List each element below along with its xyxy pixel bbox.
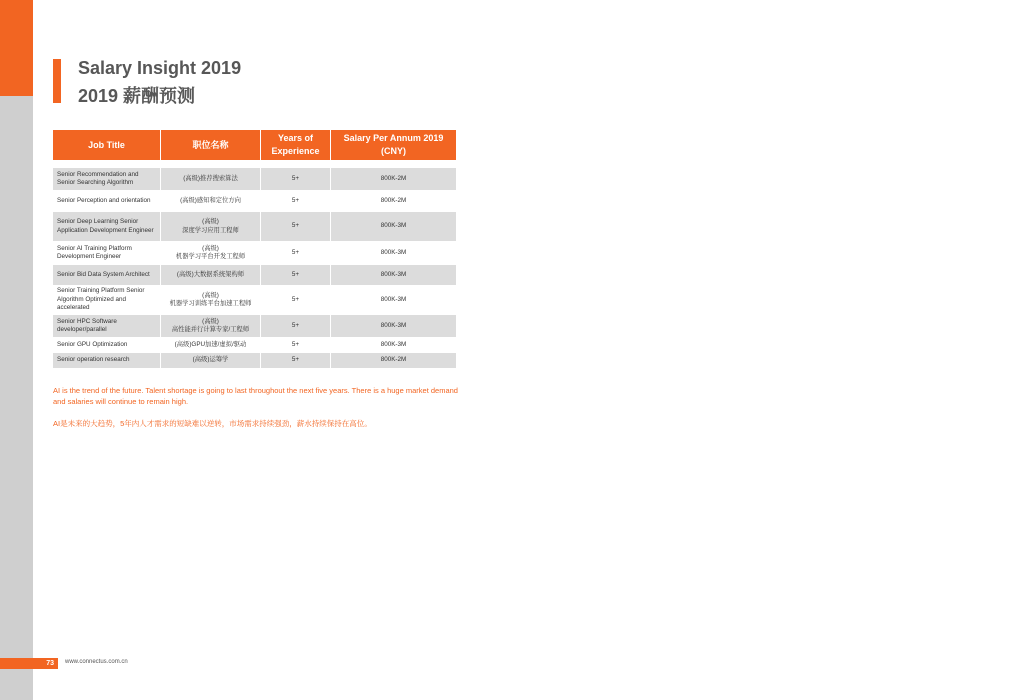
years-cell: 5+ xyxy=(260,265,330,285)
job-title-cell: Senior AI Training Platform Development Engineer xyxy=(57,244,132,260)
job-title-cn-cell: (高级) 机器学习平台开发工程师 xyxy=(160,242,260,264)
salary-cell: 800K-2M xyxy=(330,168,456,190)
salary-cell: 800K-3M xyxy=(330,315,456,337)
page-title-en: Salary Insight 2019 xyxy=(78,58,242,78)
table-row xyxy=(53,337,456,352)
job-title-cell: Senior HPC Software developer/parallel xyxy=(53,315,160,337)
job-title-cell: Senior operation research xyxy=(53,353,160,368)
job-title-cell: Senior Perception and orientation xyxy=(57,196,151,204)
job-title-cn-cell: (高级) 机器学习训练平台加速工程师 xyxy=(160,286,260,314)
table-header xyxy=(53,130,456,160)
table-row xyxy=(53,264,456,285)
table-row xyxy=(53,285,456,314)
years-cell: 5+ xyxy=(260,353,330,368)
table-row xyxy=(53,314,456,337)
job-title-cn-cell: (高级) 高性能并行计算专家/工程师 xyxy=(160,315,260,337)
salary-table xyxy=(53,130,456,368)
years-cell: 5+ xyxy=(260,242,330,264)
job-title-cn-cell: (高级)推荐搜索算法 xyxy=(160,168,260,190)
years-cell: 5+ xyxy=(260,212,330,241)
salary-cell: 800K-2M xyxy=(330,353,456,368)
header-salary: Salary Per Annum 2019 (CNY) xyxy=(330,130,456,160)
job-title-cn-cell: (高级)大数据系统架构师 xyxy=(160,265,260,285)
job-title-cn-cell: (高级) 深度学习应用工程师 xyxy=(160,212,260,241)
job-title-cell: Senior Bid Data System Architect xyxy=(53,265,160,285)
job-title-cell: Senior GPU Optimization xyxy=(57,340,128,348)
summary-text-cn: AI是未来的大趋势，5年内人才需求的短缺难以逆转，市场需求持续强劲，薪水持续保持在高位。 xyxy=(53,419,372,428)
salary-cell: 800K-3M xyxy=(330,265,456,285)
side-strip xyxy=(0,0,33,700)
job-title-cell: Senior Training Platform Senior Algorithm Optimized and accelerated xyxy=(57,287,145,312)
job-title-cn-cell: (高级)感知和定位方向 xyxy=(160,191,260,211)
table-row xyxy=(53,190,456,211)
header-years: Years of Experience xyxy=(260,130,330,160)
website-link[interactable]: www.connectus.com.cn xyxy=(65,659,128,665)
table-row xyxy=(53,241,456,264)
salary-cell: 800K-3M xyxy=(330,286,456,314)
side-accent-block xyxy=(0,0,33,96)
table-body xyxy=(53,168,456,368)
years-cell: 5+ xyxy=(260,315,330,337)
years-cell: 5+ xyxy=(260,286,330,314)
table-row xyxy=(53,352,456,368)
salary-cell: 800K-2M xyxy=(330,191,456,211)
title-accent-bar xyxy=(53,59,61,103)
job-title-cell: Senior Deep Learning Senior Application Development Engineer xyxy=(53,212,160,241)
header-job-title: Job Title xyxy=(53,130,160,160)
job-title-cell: Senior Recommendation and Senior Searching Algorithm xyxy=(53,168,160,190)
years-cell: 5+ xyxy=(260,338,330,352)
page-title-cn: 2019 薪酬预测 xyxy=(78,86,196,106)
summary-text-en: AI is the trend of the future. Talent shortage is going to last throughout the next five years. There is a huge market demand and salaries will continue to remain high. xyxy=(53,386,458,406)
page-number xyxy=(0,658,58,669)
salary-cell: 800K-3M xyxy=(330,212,456,241)
years-cell: 5+ xyxy=(260,168,330,190)
header-job-title-cn: 职位名称 xyxy=(160,130,260,160)
job-title-cn-cell: (高级)GPU加速/虚拟/驱动 xyxy=(160,338,260,352)
page-number-label: 73 xyxy=(46,660,54,667)
salary-cell: 800K-3M xyxy=(330,242,456,264)
job-title-cn-cell: (高级)运筹学 xyxy=(160,353,260,368)
years-cell: 5+ xyxy=(260,191,330,211)
table-row xyxy=(53,168,456,190)
salary-cell: 800K-3M xyxy=(330,338,456,352)
table-row xyxy=(53,211,456,241)
